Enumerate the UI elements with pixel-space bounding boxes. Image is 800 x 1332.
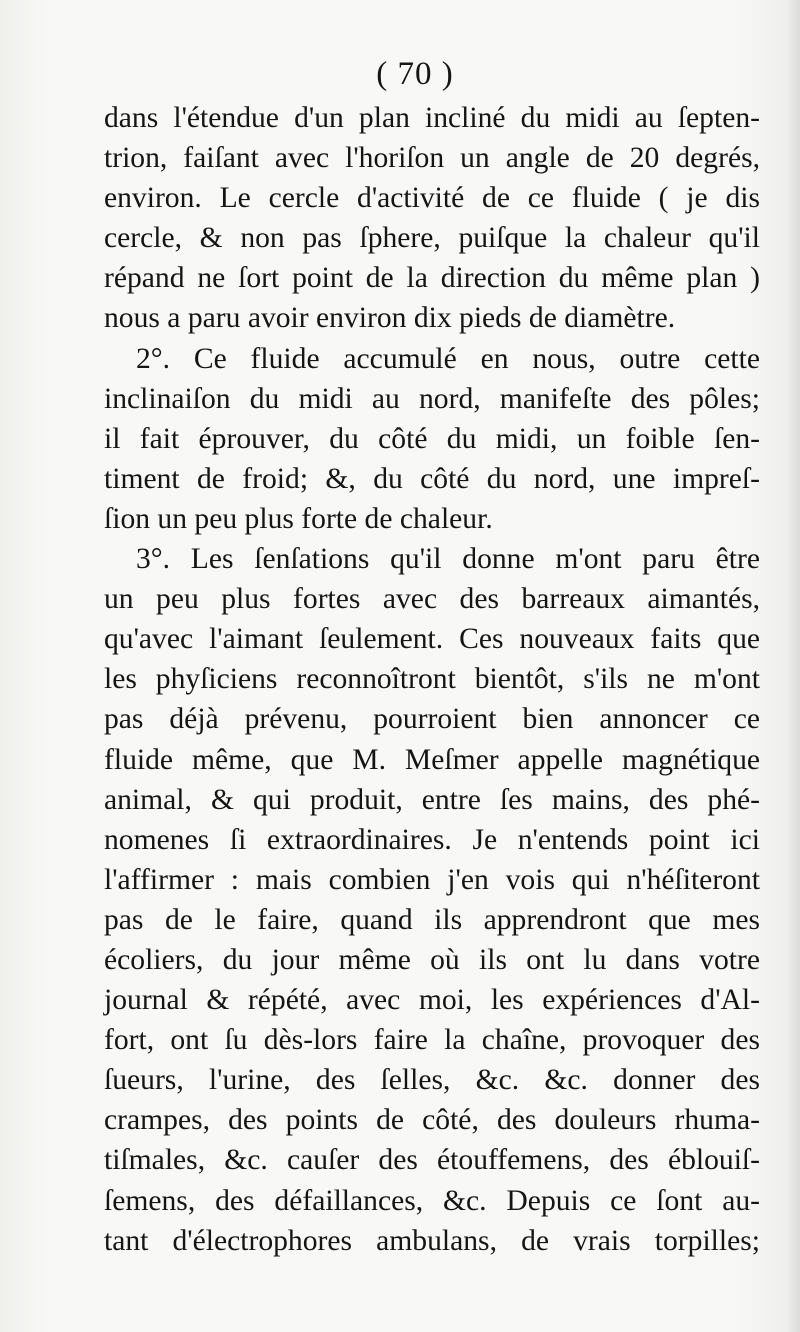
text-line: ſion un peu plus forte de chaleur. xyxy=(104,502,493,535)
text-line: tant d'électrophores ambulans, de vrais torpilles; xyxy=(104,1224,760,1257)
text-line: fort, ont ſu dès-lors faire la chaîne, provoquer des xyxy=(104,1024,760,1057)
text-line: tiſmales, &c. cauſer des étouffemens, des éblouiſ- xyxy=(104,1144,760,1177)
text-line: nous a paru avoir environ dix pieds de diamètre. xyxy=(104,302,676,335)
text-line: qu'avec l'aimant ſeulement. Ces nouveaux faits que xyxy=(104,623,760,656)
text-line: 3°. Les ſenſations qu'il donne m'ont paru être xyxy=(136,543,760,576)
text-line: ſemens, des défaillances, &c. Depuis ce ſont au- xyxy=(104,1184,760,1217)
text-line: ſueurs, l'urine, des ſelles, &c. &c. donner des xyxy=(104,1064,760,1097)
text-line: journal & répété, avec moi, les expériences d'Al- xyxy=(104,984,760,1017)
text-line: un peu plus fortes avec des barreaux aimantés, xyxy=(104,583,760,616)
text-line: les phyſiciens reconnoîtront bientôt, s'ils ne m'ont xyxy=(104,663,760,696)
text-line: nomenes ſi extraordinaires. Je n'entends point ici xyxy=(104,823,760,856)
text-line: écoliers, du jour même où ils ont lu dans votre xyxy=(104,943,760,976)
text-line: animal, & qui produit, entre ſes mains, des phé- xyxy=(104,783,760,816)
page-edge-shadow xyxy=(786,0,800,1332)
text-line: pas de le faire, quand ils apprendront que mes xyxy=(104,903,760,936)
text-line: répand ne ſort point de la direction du même plan ) xyxy=(104,262,760,295)
text-line: 2°. Ce fluide accumulé en nous, outre cette xyxy=(136,342,760,375)
text-line: environ. Le cercle d'activité de ce fluide ( je dis xyxy=(104,182,760,215)
body-text xyxy=(104,98,760,1261)
text-line: dans l'étendue d'un plan incliné du midi au ſepten- xyxy=(104,102,760,134)
page-number: ( 70 ) xyxy=(376,56,454,92)
text-line: cercle, & non pas ſphere, puiſque la chaleur qu'il xyxy=(104,222,760,255)
text-line: inclinaiſon du midi au nord, manifeſte des pôles; xyxy=(104,382,760,415)
text-line: il fait éprouver, du côté du midi, un foible ſen- xyxy=(104,422,760,455)
text-line: pas déjà prévenu, pourroient bien annoncer ce xyxy=(104,703,760,736)
text-line: l'affirmer : mais combien j'en vois qui n'héſiteront xyxy=(104,863,760,896)
text-line: trion, faiſant avec l'horiſon un angle de 20 degrés, xyxy=(104,142,760,175)
text-line: crampes, des points de côté, des douleurs rhuma- xyxy=(104,1104,760,1137)
text-line: timent de froid; &, du côté du nord, une impreſ- xyxy=(104,462,760,495)
text-line: fluide même, que M. Meſmer appelle magnétique xyxy=(104,743,760,776)
